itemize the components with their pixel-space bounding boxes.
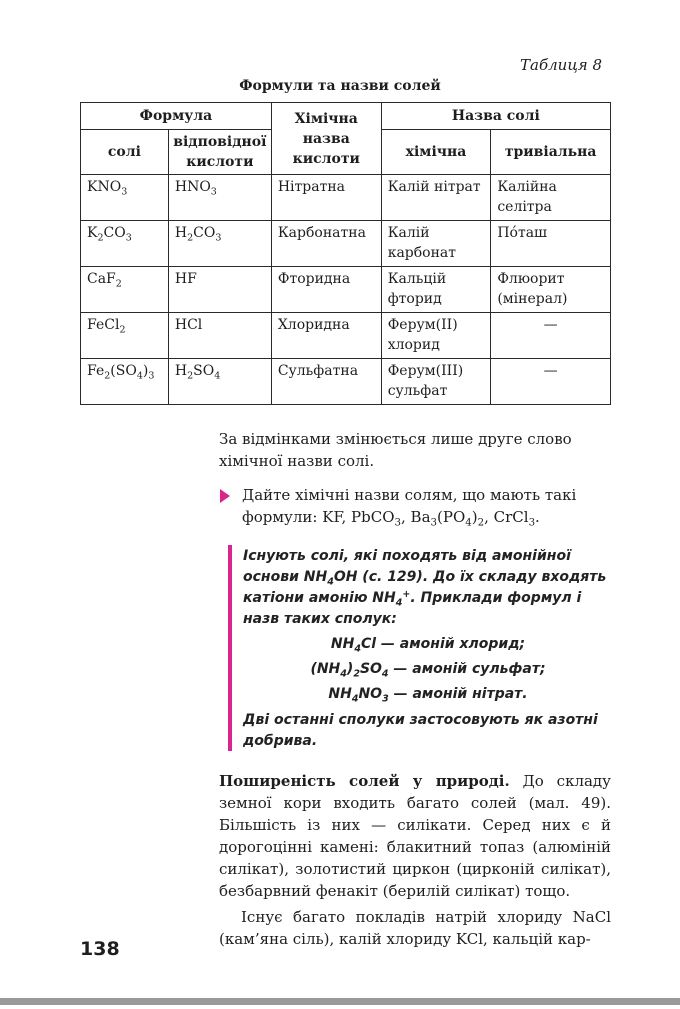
header-chemical: хімічна bbox=[381, 130, 491, 175]
note-formula-ammonium-nitrate: $NH_4NO_3$ — амоній нітрат. bbox=[328, 686, 528, 705]
chemical-name: Ферум(III) сульфат bbox=[381, 359, 491, 405]
declension-note: За відмінками змінюється лише друге слово хімічної назви солі. bbox=[219, 430, 572, 470]
trivial-name: Флюорит (мінерал) bbox=[491, 267, 611, 313]
salt-formula: $KNO_3$ bbox=[81, 175, 169, 221]
bottom-rule bbox=[0, 998, 680, 1005]
trivial-name: Калійна селітра bbox=[491, 175, 611, 221]
ammonium-note bbox=[243, 546, 613, 752]
section-paragraph: Поширеність солей у природі. До складу земної кори входить багато солей (мал. 49). Більшість із них — силікати. Серед них є й дорогоцінні камені: блакитний топаз (алюміній силікат), золотистий циркон (цирконій силікат), безбарвний фенакіт (берилій силікат) тощо. bbox=[219, 772, 611, 900]
chemical-name: Ферум(II) хлорид bbox=[381, 313, 491, 359]
salt-formula: $K_2CO_3$ bbox=[81, 221, 169, 267]
task-block bbox=[222, 484, 612, 528]
task-text: Дайте хімічні назви солям, що мають такі формули: KF, PbCO$_3$, $Ba_3(PO_4)_2$, CrCl$_3$. bbox=[242, 486, 577, 529]
trivial-name: — bbox=[491, 359, 611, 405]
acid-name: Карбонатна bbox=[271, 221, 381, 267]
task-arrow-icon bbox=[220, 489, 230, 503]
table-number-label: Таблиця 8 bbox=[520, 56, 603, 74]
header-formula: Формула bbox=[81, 103, 272, 130]
note-accent-bar bbox=[228, 545, 232, 751]
header-acids: відповідної кислоти bbox=[168, 130, 271, 175]
salt-formula: CaF$_2$ bbox=[81, 267, 169, 313]
table-row bbox=[81, 313, 611, 359]
acid-formula: $H_2CO_3$ bbox=[168, 221, 271, 267]
acid-name: Фторидна bbox=[271, 267, 381, 313]
acid-formula: HCl bbox=[168, 313, 271, 359]
acid-formula: $HNO_3$ bbox=[168, 175, 271, 221]
page-number: 138 bbox=[80, 938, 120, 960]
note-formula-ammonium-chloride: $NH_4Cl$ — амоній хлорид; bbox=[330, 636, 526, 655]
acid-name: Хлоридна bbox=[271, 313, 381, 359]
note-formula-ammonium-sulfate: $(NH_4)_2SO_4$ — амоній сульфат; bbox=[310, 661, 546, 680]
header-salts: солі bbox=[81, 130, 169, 175]
table-title: Формули та назви солей bbox=[239, 78, 441, 94]
acid-name: Сульфатна bbox=[271, 359, 381, 405]
note-intro: Існують солі, які походять від амонійної основи $NH_4OH$ (с. 129). До їх складу входять катіони амонію $NH_4^+$. Приклади формул і назв таких сполук: bbox=[243, 548, 607, 627]
chemical-name: Калій карбонат bbox=[381, 221, 491, 267]
trivial-name: Пóташ bbox=[491, 221, 611, 267]
table-row bbox=[81, 175, 611, 221]
section-paragraph: Існує багато покладів натрій хлориду NaCl (кам’яна сіль), калій хлориду KCl, кальцій кар- bbox=[219, 908, 611, 948]
header-acid-name: Хімічна назва кислоти bbox=[271, 103, 381, 175]
salt-formula: $Fe_2(SO_4)_3$ bbox=[81, 359, 169, 405]
acid-name: Нітратна bbox=[271, 175, 381, 221]
trivial-name: — bbox=[491, 313, 611, 359]
table-row bbox=[81, 221, 611, 267]
section-salts-in-nature bbox=[219, 770, 611, 950]
acid-formula: $H_2SO_4$ bbox=[168, 359, 271, 405]
task-formulas: KF, PbCO$_3$, $Ba_3(PO_4)_2$, CrCl$_3$. bbox=[322, 508, 540, 529]
note-conclusion: Дві останні сполуки застосовують як азотні добрива. bbox=[243, 712, 598, 749]
salts-table bbox=[80, 102, 611, 405]
salt-formula: FeCl$_2$ bbox=[81, 313, 169, 359]
chemical-name: Кальцій фторид bbox=[381, 267, 491, 313]
header-trivial: тривіальна bbox=[491, 130, 611, 175]
table-row bbox=[81, 359, 611, 405]
table-row bbox=[81, 267, 611, 313]
acid-formula: HF bbox=[168, 267, 271, 313]
header-salt-name: Назва солі bbox=[381, 103, 610, 130]
section-heading: Поширеність солей у природі. bbox=[219, 772, 510, 790]
chemical-name: Калій нітрат bbox=[381, 175, 491, 221]
